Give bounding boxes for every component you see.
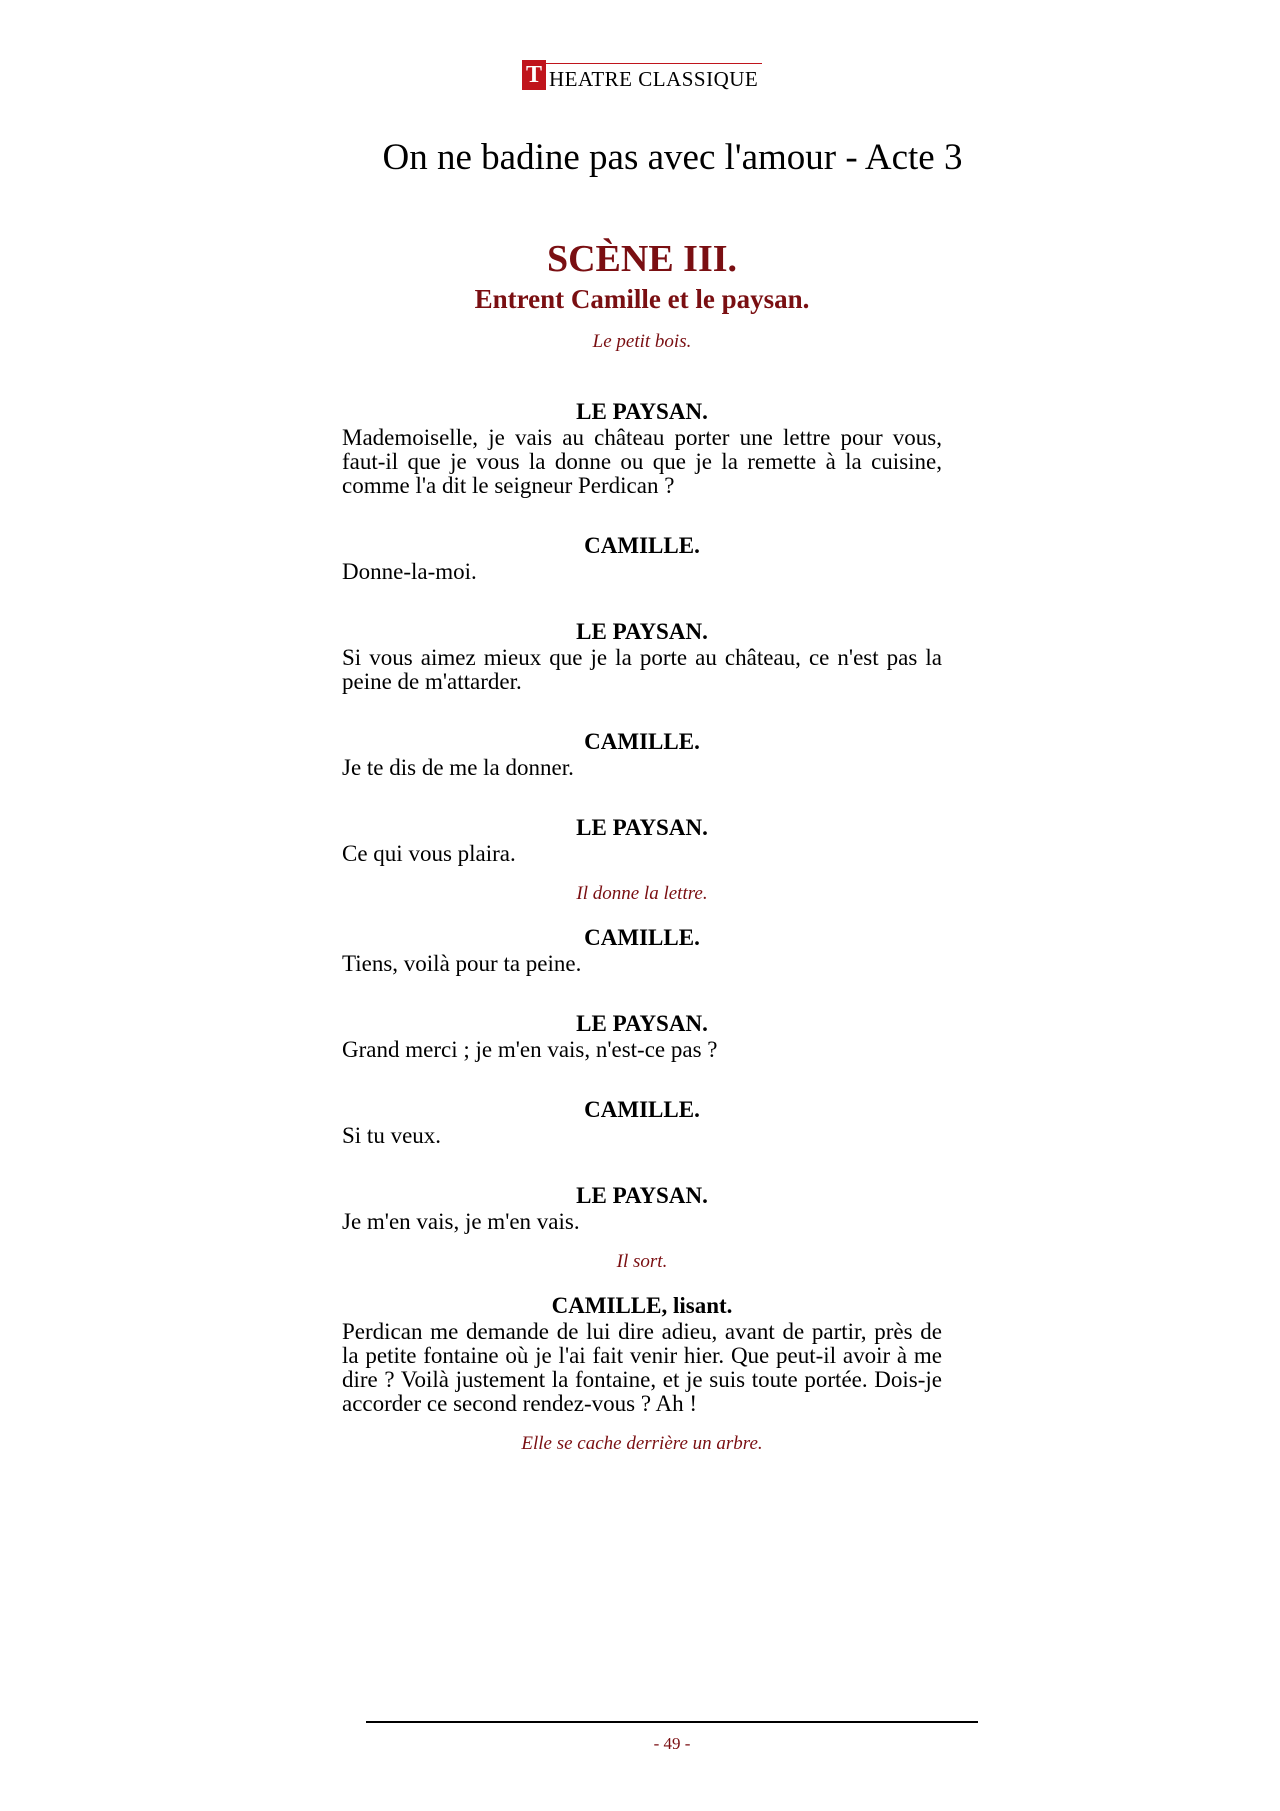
speech-text: Je te dis de me la donner. (342, 755, 574, 780)
speech-block (342, 618, 942, 694)
speech-block (342, 532, 942, 584)
document-title: On ne badine pas avec l'amour - Acte 3 (382, 137, 963, 178)
page-number: - 49 - (653, 1734, 691, 1753)
speaker-name: CAMILLE. (584, 925, 700, 950)
speech-text: Tiens, voilà pour ta peine. (342, 951, 582, 976)
speaker-name: LE PAYSAN. (576, 815, 708, 840)
speech-text: Je m'en vais, je m'en vais. (342, 1209, 580, 1234)
speech-block (342, 924, 942, 976)
speech-text: Ce qui vous plaira. (342, 841, 516, 866)
speaker-name: CAMILLE. (584, 1097, 700, 1122)
speech-text: Mademoiselle, je vais au château porter une lettre pour vous, faut-il que je vous la donne ou que je la remette à la cuisine, comme l'a dit le seigneur Perdican ? (342, 425, 942, 498)
speech-block (342, 1292, 942, 1416)
footer-divider (366, 1721, 978, 1723)
speaker-name: CAMILLE. (584, 533, 700, 558)
speech-block (342, 814, 942, 866)
speech-text: Donne-la-moi. (342, 559, 477, 584)
speech-block (342, 398, 942, 498)
scene-content (342, 236, 942, 1474)
speech-block (342, 1182, 942, 1234)
speaker-name: CAMILLE, lisant. (551, 1293, 733, 1318)
speaker-name: LE PAYSAN. (576, 1183, 708, 1208)
stage-direction: Il donne la lettre. (576, 883, 708, 904)
stage-direction: Elle se cache derrière un arbre. (521, 1433, 763, 1454)
speech-text: Si tu veux. (342, 1123, 442, 1148)
scene-heading: SCÈNE III. (546, 238, 738, 280)
theatre-classique-logo (522, 58, 762, 90)
logo-initial: T (522, 60, 546, 90)
speaker-name: LE PAYSAN. (576, 399, 708, 424)
speech-text: Perdican me demande de lui dire adieu, avant de partir, près de la petite fontaine où je l'ai fait venir hier. Que peut-il avoir à me dire ? Voilà justement la fontaine, et je suis toute portée. Dois-je accorder ce second rendez-vous ? Ah ! (342, 1319, 942, 1416)
speech-text: Si vous aimez mieux que je la porte au château, ce n'est pas la peine de m'attarder. (342, 645, 942, 694)
speech-block (342, 728, 942, 780)
speaker-name: LE PAYSAN. (576, 619, 708, 644)
speaker-name: CAMILLE. (584, 729, 700, 754)
logo-wordmark: HEATRE CLASSIQUE (546, 63, 762, 90)
speech-block (342, 1096, 942, 1148)
speaker-name: LE PAYSAN. (576, 1011, 708, 1036)
stage-direction: Il sort. (616, 1251, 668, 1272)
scene-subtitle: Entrent Camille et le paysan. (474, 284, 810, 314)
speech-text: Grand merci ; je m'en vais, n'est-ce pas ? (342, 1037, 718, 1062)
speech-block (342, 1010, 942, 1062)
stage-direction-setting: Le petit bois. (592, 331, 692, 352)
